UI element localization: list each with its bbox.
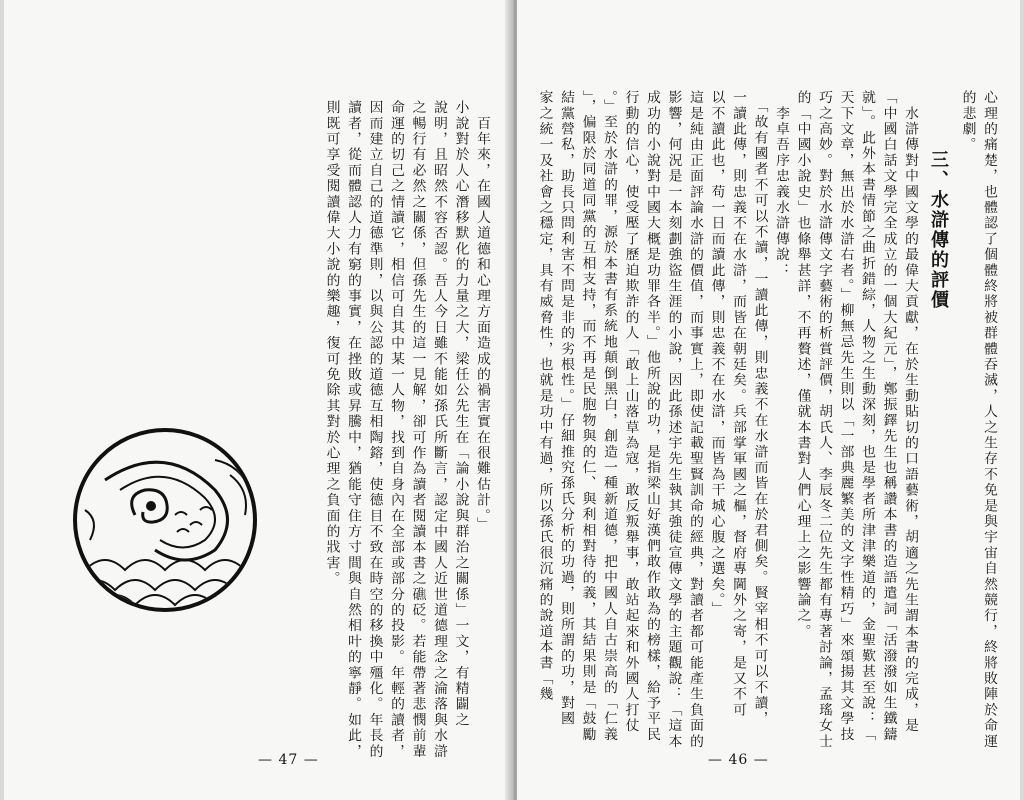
right-line: 以不讀此也，苟一日而讀此傳，則忠義不在水滸，而皆為干城心腹之選矣。」 (708, 90, 725, 617)
right-line: 結黨營私，助長只問利害不問是非的劣根性。」仔細推究孫氏分析的功過，則所謂的功，對國 (558, 90, 574, 727)
right-line: 就」。此外本書情節之曲折錯綜，人物之生動深刻，也是學者所津津樂道的，金聖歎甚至說：「 (859, 90, 875, 743)
right-line: 「故有國者不可以不讀，一讀此傳，則忠義不在水滸而皆在於君側矣。賢宰相不可以不讀， (751, 90, 768, 727)
right-line: 影響，何況是一本刻劃強盜生涯的小說，因此孫述宇先生執其強徒宣傳文學的主題觀說：「這本 (665, 90, 682, 750)
right-line: 家之統一及社會之穩定，具有威脅性，也就是功中有過，所以孫氏很沉痛的說道本書「幾 (536, 90, 553, 703)
right-line: 一讀此傳，則忠義不在水滸，而皆在朝廷矣。兵部掌軍國之樞，督府專閫外之寄，是又不可 (730, 90, 746, 718)
right-line: 行動的信心，使受壓了歷迫欺詐的人「敢上山落草為寇，敢反叛舉事，敢站起來和外國人打仗 (622, 90, 639, 734)
right-line: 這是純由正面評論水滸的價值，而事實上，即使記載聖賢訓命的經典，對讀者都可能產生負面的 (687, 90, 703, 750)
right-line: 成功的小說對中國大概是功罪各半。」他所說的功，是指梁山好漢們敢作敢為的榜樣，給予平民 (644, 90, 660, 743)
right-line: 的「中國小說史」也條舉甚詳，不再贅述，僅就本書對人們心理上之影響論之。 (794, 90, 811, 640)
page-edge-left (0, 0, 4, 800)
left-line: 之暢行有必然之關係，但孫先生的這一見解，卻可作為讀者閱讀本書之礁砭。若能帶著悲憫前輩 (409, 100, 426, 760)
left-line: 因而建立自己的道德準則，以與公認的道德互相陶鎔，使德目不致在時空的移換中殭化。年長的 (366, 100, 383, 760)
page-number: — 46 — (708, 752, 769, 768)
left-line: 小說對於人心潛移默化的力量之大，梁任公先生在「論小說與群治之關係」一文，有精闢之 (452, 100, 469, 728)
right-line: 巧之高妙。對於水滸傳文字藝術的析賞評價，胡氏人、李辰冬二位先生都有專著討論，孟瑤女士 (816, 90, 832, 750)
page-edge-right (1020, 0, 1024, 800)
right-line: 。」至於水滸的罪，源於本書有系統地顛倒黑白，創造一種新道德，把中國人自古崇高的「仁義 (601, 90, 617, 743)
right-page (517, 0, 1024, 800)
right-line: 水滸傳對中國文學的最偉大貢獻，在於生動貼切的口語藝術，胡適之先生謂本書的完成，是 (902, 90, 918, 734)
left-line: 說明，且昭然不容否認。吾人今日雖不能如孫氏所斷言，認定中國人近世道德理念之淪落與水滸 (431, 100, 447, 760)
page-number: — 47 — (258, 752, 319, 768)
left-line: 百年來，在國人道德和心理方面造成的禍害實在很難估計。」 (474, 100, 490, 533)
left-page-body (320, 100, 492, 760)
left-line: 則既可享受閱讀偉大小說的樂趣，復可免除其對於心理之負面的戕害。 (323, 100, 340, 587)
left-line: 命運的切己之情讀它，相信可自其中某一人物，找到自身內在全部或部分的投影。年輕的讀者， (388, 100, 404, 760)
right-line: 李卓吾序忠義水滸傳說： (773, 90, 789, 279)
phoenix-ornament-icon (65, 420, 265, 620)
right-line: 「中國白話文學完全成立的一個大紀元」，鄭振鐸先生也稱讚本書的造語遣詞「活潑潑如生鐵鑄 (880, 90, 897, 743)
right-page-body (533, 90, 999, 750)
right-line: 天下文章，無出於水滸右者。」柳無忌先生則以「一部典麗繁美的文字性精巧」來頌揚其文學技 (837, 90, 854, 743)
left-line: 讀者，從而體認人力有窮的事實，在挫敗或昇騰中，猶能守住方寸間與自然相叶的寧靜。如此， (345, 100, 361, 760)
right-line: 心理的痛楚，也體認了個體終將被群體吞滅，人之生存不免是與宇宙自然競行，終將敗陣於命運 (981, 90, 997, 750)
right-line: 」，偏限於同道同黨的互相支持，而不再是民胞物與的仁、與利相對待的義，其結果則是「鼓勵 (579, 90, 596, 743)
section-heading: 三、水滸傳的評價 (928, 150, 949, 310)
left-page (0, 0, 510, 800)
right-line: 的悲劇。 (959, 90, 976, 153)
